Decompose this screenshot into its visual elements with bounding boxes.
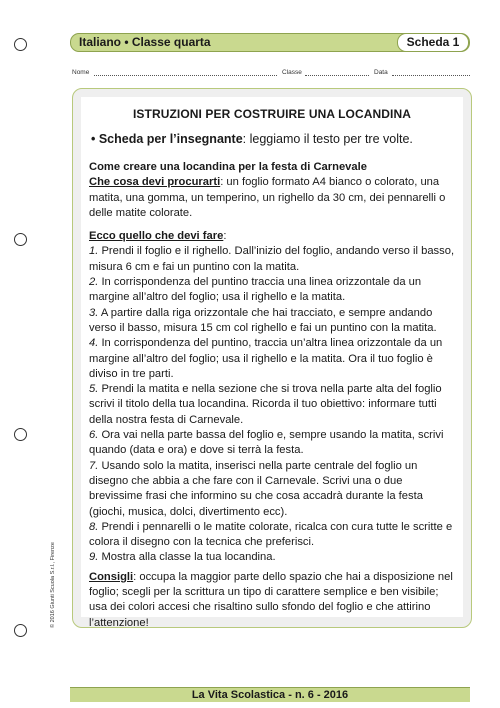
binder-hole bbox=[14, 624, 27, 637]
step-text: A partire dalla riga orizzontale che hai tracciato, e sempre andando verso il basso, misura 15 cm col righello e fai un puntino con la matita. bbox=[89, 306, 437, 334]
name-label: Nome bbox=[72, 69, 90, 76]
todo-colon: : bbox=[223, 230, 227, 243]
date-line[interactable] bbox=[392, 75, 470, 76]
class-label: Classe bbox=[282, 69, 302, 76]
step-text: Prendi i pennarelli o le matite colorate, ricalca con cura tutte le scritte e colora il disegno con la tecnica che preferisci. bbox=[89, 520, 453, 549]
step-number: 2. bbox=[89, 276, 99, 289]
step-item bbox=[89, 275, 459, 306]
procure-text: : un foglio formato A4 bianco o colorato, una matita, una gomma, un temperino, un righello da 30 cm, dei pennarelli o delle matite colorate. bbox=[89, 176, 446, 219]
step-text: Prendi il foglio e il righello. Dall’inizio del foglio, andando verso il basso, misura 6 cm e fai un puntino con la matita. bbox=[89, 245, 455, 273]
step-number: 9. bbox=[89, 551, 99, 564]
name-line[interactable] bbox=[94, 75, 277, 76]
binder-hole bbox=[14, 233, 27, 246]
step-number: 7. bbox=[89, 459, 99, 472]
step-text: Mostra alla classe la tua locandina. bbox=[98, 551, 276, 564]
teacher-note bbox=[91, 132, 413, 146]
copyright-notice: © 2016 Giunti Scuola S.r.l., Firenze bbox=[50, 542, 56, 628]
class-line[interactable] bbox=[305, 75, 369, 76]
instructions-body bbox=[89, 160, 459, 631]
tips-paragraph bbox=[89, 570, 459, 631]
date-label: Data bbox=[374, 69, 388, 76]
procure-label: Che cosa devi procurarti bbox=[89, 176, 221, 189]
subject-label: Italiano • Classe quarta bbox=[79, 35, 211, 49]
student-fields bbox=[72, 67, 470, 79]
section-heading: Come creare una locandina per la festa di Carnevale bbox=[89, 161, 367, 173]
step-item bbox=[89, 550, 459, 565]
teacher-label: • Scheda per l’insegnante bbox=[91, 132, 243, 146]
step-number: 8. bbox=[89, 520, 99, 533]
teacher-text: : leggiamo il testo per tre volte. bbox=[242, 132, 413, 146]
step-item bbox=[89, 459, 459, 520]
step-text: Usando solo la matita, inserisci nella parte centrale del foglio un disegno che abbia a che fare con il Carnevale. Scrivi una o due brevissime frasi che informino su che cosa accadrà durante la festa (giochi, musica, dolci, divertimento ecc). bbox=[89, 459, 423, 518]
step-number: 1. bbox=[89, 245, 99, 258]
content-panel bbox=[72, 88, 472, 628]
step-number: 6. bbox=[89, 429, 99, 442]
procure-paragraph bbox=[89, 175, 459, 221]
step-item bbox=[89, 382, 459, 428]
sheet-label: Scheda 1 bbox=[397, 33, 469, 52]
step-item bbox=[89, 428, 459, 459]
step-text: Ora vai nella parte bassa del foglio e, sempre usando la matita, scrivi quando (data e ora) e dove si terrà la festa. bbox=[89, 429, 444, 457]
step-number: 4. bbox=[89, 337, 99, 350]
step-item bbox=[89, 336, 459, 382]
step-text: Prendi la matita e nella sezione che si trova nella parte alta del foglio scrivi il titolo della tua locandina. Ricorda il tuo obiettivo: informare tutti della nostra festa di Carnevale. bbox=[89, 383, 442, 426]
step-item bbox=[89, 244, 459, 275]
step-text: In corrispondenza del puntino, traccia un’altra linea orizzontale da un margine all’altro del foglio; usa il righello e la matita. Ora il tuo foglio è diviso in tre parti. bbox=[89, 337, 443, 380]
step-number: 5. bbox=[89, 383, 99, 396]
todo-label: Ecco quello che devi fare bbox=[89, 230, 224, 243]
page-title: ISTRUZIONI PER COSTRUIRE UNA LOCANDINA bbox=[132, 107, 412, 121]
tips-text: : occupa la maggior parte dello spazio che hai a disposizione nel foglio; scegli per la scrittura un tipo di carattere semplice e ben visibile; usa dei colori accesi che risaltino sullo sfondo del foglio e che attirino l’attenzione! bbox=[89, 570, 453, 629]
step-item bbox=[89, 306, 459, 337]
step-item bbox=[89, 520, 459, 551]
todo-heading bbox=[89, 229, 459, 244]
footer-bar: La Vita Scolastica - n. 6 - 2016 bbox=[70, 687, 470, 702]
step-number: 3. bbox=[89, 306, 99, 319]
header-bar bbox=[70, 33, 470, 52]
binder-hole bbox=[14, 38, 27, 51]
content-sheet bbox=[81, 97, 463, 629]
tips-label: Consigli bbox=[89, 570, 134, 583]
step-text: In corrispondenza del puntino traccia una linea orizzontale da un margine all’altro del foglio; usa il righello e la matita. bbox=[89, 276, 422, 304]
binder-hole bbox=[14, 428, 27, 441]
